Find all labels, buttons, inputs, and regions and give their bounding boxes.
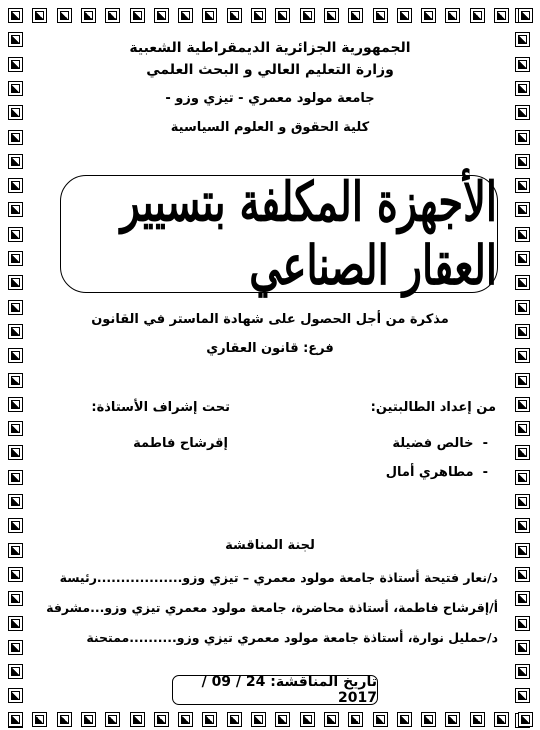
border-tile-icon [515, 591, 530, 606]
border-tile-icon [494, 712, 509, 727]
border-tile-icon [8, 251, 23, 266]
border-tile-icon [8, 154, 23, 169]
supervisor-heading: تحت إشراف الأستاذة: [91, 400, 230, 415]
title-box [60, 170, 498, 298]
left-border [8, 8, 25, 722]
border-tile-icon [130, 712, 145, 727]
border-tile-icon [518, 712, 533, 727]
top-border [8, 8, 532, 25]
border-tile-icon [8, 664, 23, 679]
border-tile-icon [8, 275, 23, 290]
border-tile-icon [324, 8, 339, 23]
border-tile-icon [445, 712, 460, 727]
border-tile-icon [445, 8, 460, 23]
border-tile-icon [494, 8, 509, 23]
border-tile-icon [227, 8, 242, 23]
border-tile-icon [515, 616, 530, 631]
border-tile-icon [421, 712, 436, 727]
border-tile-icon [421, 8, 436, 23]
border-tile-icon [81, 712, 96, 727]
border-tile-icon [470, 8, 485, 23]
border-tile-icon [515, 494, 530, 509]
student-name-1 [392, 436, 488, 451]
border-tile-icon [515, 275, 530, 290]
students-heading: من إعداد الطالبتين: [370, 400, 496, 415]
border-tile-icon [515, 202, 530, 217]
border-tile-icon [8, 397, 23, 412]
thesis-title: الأجهزة المكلفة بتسيير العقار الصناعي [120, 170, 497, 298]
header-faculty: كلية الحقوق و العلوم السياسية [170, 120, 370, 135]
border-tile-icon [8, 227, 23, 242]
border-tile-icon [8, 518, 23, 533]
header-university: جامعة مولود معمري - تيزي وزو - [165, 91, 375, 106]
border-tile-icon [105, 712, 120, 727]
border-tile-icon [202, 8, 217, 23]
thesis-branch: فرع: قانون العقاري [206, 341, 334, 356]
student-name-text: خالص فضيلة [392, 436, 474, 451]
border-tile-icon [324, 712, 339, 727]
student-name-text: مطاهري أمال [385, 465, 474, 480]
border-tile-icon [515, 154, 530, 169]
border-tile-icon [8, 567, 23, 582]
border-tile-icon [8, 688, 23, 703]
border-tile-icon [105, 8, 120, 23]
header-ministry: وزارة التعليم العالي و البحث العلمي [146, 62, 394, 78]
border-tile-icon [251, 712, 266, 727]
border-tile-icon [515, 421, 530, 436]
border-tile-icon [515, 397, 530, 412]
border-tile-icon [8, 712, 23, 727]
border-tile-icon [81, 8, 96, 23]
student-bullet: - [473, 465, 488, 480]
border-tile-icon [397, 712, 412, 727]
border-tile-icon [515, 518, 530, 533]
border-tile-icon [515, 688, 530, 703]
border-tile-icon [300, 8, 315, 23]
student-bullet: - [473, 436, 488, 451]
border-tile-icon [8, 8, 23, 23]
student-name-2 [386, 465, 488, 480]
border-tile-icon [348, 8, 363, 23]
committee-member-1: د/نعار فتيحة أستاذة جامعة مولود معمري – تيزي وزو..................رئيسة [59, 570, 498, 585]
border-tile-icon [57, 8, 72, 23]
border-tile-icon [373, 712, 388, 727]
border-tile-icon [178, 712, 193, 727]
border-tile-icon [515, 470, 530, 485]
border-tile-icon [8, 421, 23, 436]
border-tile-icon [515, 227, 530, 242]
border-tile-icon [373, 8, 388, 23]
border-tile-icon [202, 712, 217, 727]
thesis-purpose: مذكرة من أجل الحصول على شهادة الماستر في القانون [91, 312, 449, 327]
border-tile-icon [8, 445, 23, 460]
border-tile-icon [251, 8, 266, 23]
border-tile-icon [32, 8, 47, 23]
border-tile-icon [154, 8, 169, 23]
border-tile-icon [515, 664, 530, 679]
border-tile-icon [515, 178, 530, 193]
border-tile-icon [8, 105, 23, 120]
border-tile-icon [300, 712, 315, 727]
border-tile-icon [178, 8, 193, 23]
border-tile-icon [515, 105, 530, 120]
border-tile-icon [8, 494, 23, 509]
border-tile-icon [515, 445, 530, 460]
border-tile-icon [515, 567, 530, 582]
committee-member-3: د/حمليل نوارة، أستاذة جامعة مولود معمري تيزي وزو..........ممتحنة [86, 630, 498, 645]
border-tile-icon [515, 251, 530, 266]
border-tile-icon [8, 178, 23, 193]
border-tile-icon [8, 616, 23, 631]
committee-member-2: أ/إقرشاح فاطمة، أستاذة محاضرة، جامعة مولود معمري تيزي وزو...مشرفة [46, 600, 498, 615]
border-tile-icon [515, 640, 530, 655]
border-tile-icon [154, 712, 169, 727]
border-tile-icon [397, 8, 412, 23]
defense-date: تاريخ المناقشة: 24 / 09 / 2017 [172, 675, 378, 705]
border-tile-icon [518, 8, 533, 23]
border-tile-icon [515, 373, 530, 388]
border-tile-icon [348, 712, 363, 727]
border-tile-icon [130, 8, 145, 23]
supervisor-name: إقرشاح فاطمة [133, 436, 228, 451]
border-tile-icon [8, 591, 23, 606]
border-tile-icon [8, 202, 23, 217]
border-tile-icon [227, 712, 242, 727]
committee-heading: لجنة المناقشة [225, 538, 315, 553]
header-republic: الجمهورية الجزائرية الديمقراطية الشعبية [129, 40, 411, 56]
border-tile-icon [470, 712, 485, 727]
right-border [515, 8, 532, 722]
border-tile-icon [275, 712, 290, 727]
border-tile-icon [8, 373, 23, 388]
border-tile-icon [8, 470, 23, 485]
border-tile-icon [57, 712, 72, 727]
bottom-border [8, 712, 532, 729]
border-tile-icon [275, 8, 290, 23]
border-tile-icon [32, 712, 47, 727]
border-tile-icon [8, 640, 23, 655]
